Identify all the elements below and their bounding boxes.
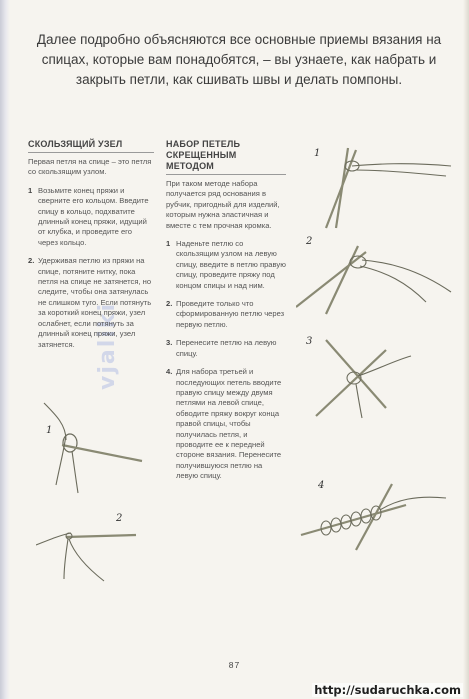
cast-on-lead: При таком методе набора получается ряд основания в рубчик, пригодный для изделий, которым нужна эластичная и вместе с тем прочная кромка.	[166, 179, 280, 230]
step-number: 4.	[166, 367, 173, 377]
step-number: 2.	[28, 256, 35, 266]
step-number: 1	[166, 239, 171, 249]
cast-on-heading: НАБОР ПЕТЕЛЬ СКРЕЩЕННЫМ МЕТОДОМ	[166, 139, 241, 171]
slip-knot-figure-1	[36, 395, 146, 495]
cast-on-illustrations	[296, 140, 456, 560]
step-text: Проведите только что сформированную петлю через первую петлю.	[176, 299, 285, 329]
step-number: 1	[28, 185, 33, 195]
figure-label: 1	[314, 148, 321, 159]
side-watermark: vjaliki	[95, 302, 120, 390]
heading-divider	[166, 174, 286, 175]
figure-label: 4	[318, 480, 325, 491]
cast-on-figure-3	[296, 330, 456, 420]
step-text: Наденьте петлю со скользящим узлом на левую спицу, введите в петлю правую спицу, проведите пряжу под концом спицы и над ним.	[176, 239, 286, 290]
heading-divider	[28, 152, 154, 153]
cast-on-column	[166, 139, 286, 490]
cast-on-step	[166, 299, 286, 330]
cast-on-step	[166, 239, 286, 291]
cast-on-figure-4	[296, 460, 456, 560]
slip-knot-illustrations	[36, 395, 146, 585]
slip-knot-step	[28, 186, 154, 248]
step-text: Возьмите конец пряжи и сверните его кольцом. Введите спицу в кольцо, подхватите длинный конец пряжи, идущий от клубка, и проведите его через кольцо.	[38, 185, 149, 247]
figure-label: 1	[46, 425, 53, 436]
figure-label: 2	[306, 236, 313, 247]
slip-knot-lead: Первая петля на спице – это петля со скользящим узлом.	[28, 157, 152, 177]
page-spine-shadow	[0, 0, 10, 699]
cast-on-step	[166, 367, 286, 481]
site-watermark: http://sudaruchka.com	[314, 683, 461, 697]
slip-knot-figure-2	[36, 495, 146, 585]
page-edge-shadow	[463, 0, 469, 699]
step-text: Для набора третьей и последующих петель вводите правую спицу между двумя петлями на левой спице, обводите пряжу вокруг конца правой спицы, чтобы получилась петля, и проводите ее к передней стороне вязания. Перенесите получившуюся петлю на левую спицу.	[176, 367, 282, 481]
figure-label: 3	[306, 336, 313, 347]
intro-paragraph: Далее подробно объясняются все основные приемы вязания на спицах, которые вам понадобятся, – вы узнаете, как набрать и закрыть петли, как сшивать швы и делать помпоны.	[36, 32, 442, 87]
cast-on-figure-1	[296, 140, 456, 230]
slip-knot-column	[28, 139, 154, 358]
cast-on-step	[166, 338, 286, 359]
step-text: Удерживая петлю из пряжи на спице, потяните нитку, пока петля на спице не затянется, но следите, чтобы она затянулась не слишком туго. Если потянуть за короткий конец пряжи, узел ослабнет, если потянуть за длинный конец пряжи, узел затянется.	[38, 256, 152, 349]
slip-knot-heading: СКОЛЬЗЯЩИЙ УЗЕЛ	[28, 139, 123, 149]
step-text: Перенесите петлю на левую спицу.	[176, 338, 277, 358]
figure-label: 2	[116, 513, 123, 524]
slip-knot-step	[28, 256, 154, 350]
page-number: 87	[228, 660, 241, 670]
step-number: 3.	[166, 338, 173, 348]
step-number: 2.	[166, 299, 173, 309]
cast-on-figure-2	[296, 232, 456, 322]
